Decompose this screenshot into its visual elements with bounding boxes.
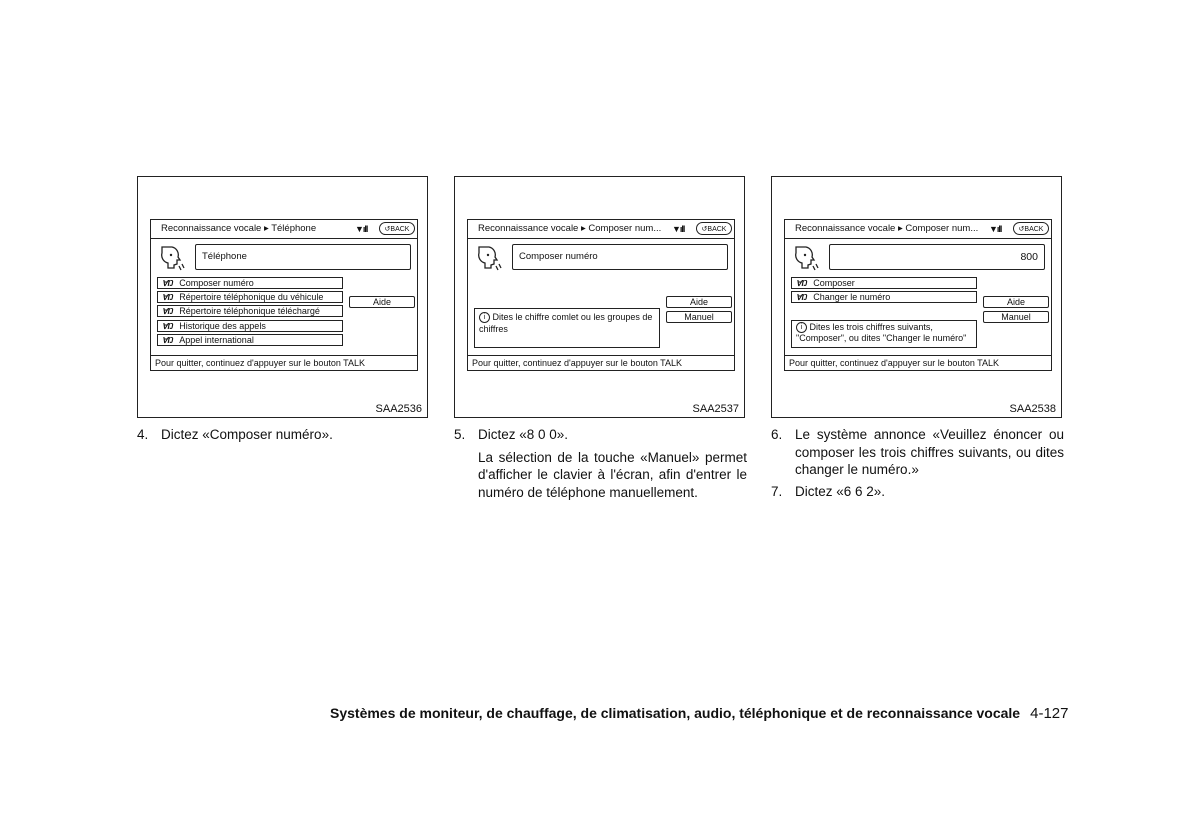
manuel-button[interactable]: Manuel [666,311,732,323]
figure-code: SAA2537 [692,403,739,415]
step-text: Dictez «8 0 0». [478,427,569,442]
figure-code: SAA2536 [375,403,422,415]
menu-item-repertoire-vehicule[interactable]: ⱯŊ Répertoire téléphonique du véhicule [157,291,343,303]
screen-footer: Pour quitter, continuez d'appuyer sur le bouton TALK [785,355,1051,370]
number-field: 800 [829,244,1045,270]
recognized-field: Composer numéro [512,244,728,270]
steps-column-2 [454,426,747,505]
back-button[interactable]: ↺BACK [379,222,415,235]
screen [467,219,735,371]
signal-icon: ▼ıll [355,224,368,234]
menu-item-changer-numero[interactable]: ⱯŊ Changer le numéro [791,291,977,303]
screen [150,219,418,371]
step-number: 5. [454,427,466,442]
step-5 [454,426,747,501]
info-icon: i [479,312,490,323]
step-number: 6. [771,427,783,442]
screen-title: Reconnaissance vocale ▸ Téléphone [151,220,417,239]
menu-item-composer[interactable]: ⱯŊ Composer [791,277,977,289]
back-button[interactable]: ↺BACK [696,222,732,235]
step-number: 7. [771,483,783,499]
step-number: 4. [137,427,149,442]
step-6 [771,426,1064,479]
info-box: i Dites les trois chiffres suivants, "Composer", ou dites "Changer le numéro" [791,320,977,348]
step-7 [771,483,1064,501]
screen-title: Reconnaissance vocale ▸ Composer num... [468,220,734,239]
section-title: Systèmes de moniteur, de chauffage, de climatisation, audio, téléphonique et de reconnaissance vocale [330,705,1021,721]
menu-item-composer-numero[interactable]: ⱯŊ Composer numéro [157,277,343,289]
figure-code: SAA2538 [1009,403,1056,415]
screen-footer: Pour quitter, continuez d'appuyer sur le bouton TALK [468,355,734,370]
figure-numero-800 [771,176,1062,418]
screen-title: Reconnaissance vocale ▸ Composer num... [785,220,1051,239]
info-box: i Dites le chiffre comlet ou les groupes de chiffres [474,308,660,348]
aide-button[interactable]: Aide [666,296,732,308]
menu-item-historique[interactable]: ⱯŊ Historique des appels [157,320,343,332]
figure-composer-numero [454,176,745,418]
page-number: 4-127 [1030,705,1069,722]
menu-item-repertoire-telecharge[interactable]: ⱯŊ Répertoire téléphonique téléchargé [157,305,343,317]
page-footer [330,705,1070,722]
screen-footer: Pour quitter, continuez d'appuyer sur le bouton TALK [151,355,417,370]
step-text: Dictez «Composer numéro». [161,427,333,442]
steps-column-1 [137,426,429,448]
aide-button[interactable]: Aide [349,296,415,308]
voice-face-icon [793,244,819,272]
screen [784,219,1052,371]
voice-face-icon [159,244,185,272]
step-text: Le système annonce «Veuillez énoncer ou composer les trois chiffres suivants, ou dites changer le numéro.» [795,427,1064,477]
steps-column-3 [771,426,1064,504]
step-4 [137,426,429,444]
step-extra-text: La sélection de la touche «Manuel» permet d'afficher le clavier à l'écran, afin d'entrer le numéro de téléphone manuellement. [478,449,747,500]
manuel-button[interactable]: Manuel [983,311,1049,323]
aide-button[interactable]: Aide [983,296,1049,308]
step-text: Dictez «6 6 2». [795,483,886,499]
menu-item-appel-international[interactable]: ⱯŊ Appel international [157,334,343,346]
back-button[interactable]: ↺BACK [1013,222,1049,235]
info-icon: i [796,322,807,333]
voice-face-icon [476,244,502,272]
recognized-field: Téléphone [195,244,411,270]
signal-icon: ▼ıll [989,224,1002,234]
signal-icon: ▼ıll [672,224,685,234]
figure-telephone-menu [137,176,428,418]
